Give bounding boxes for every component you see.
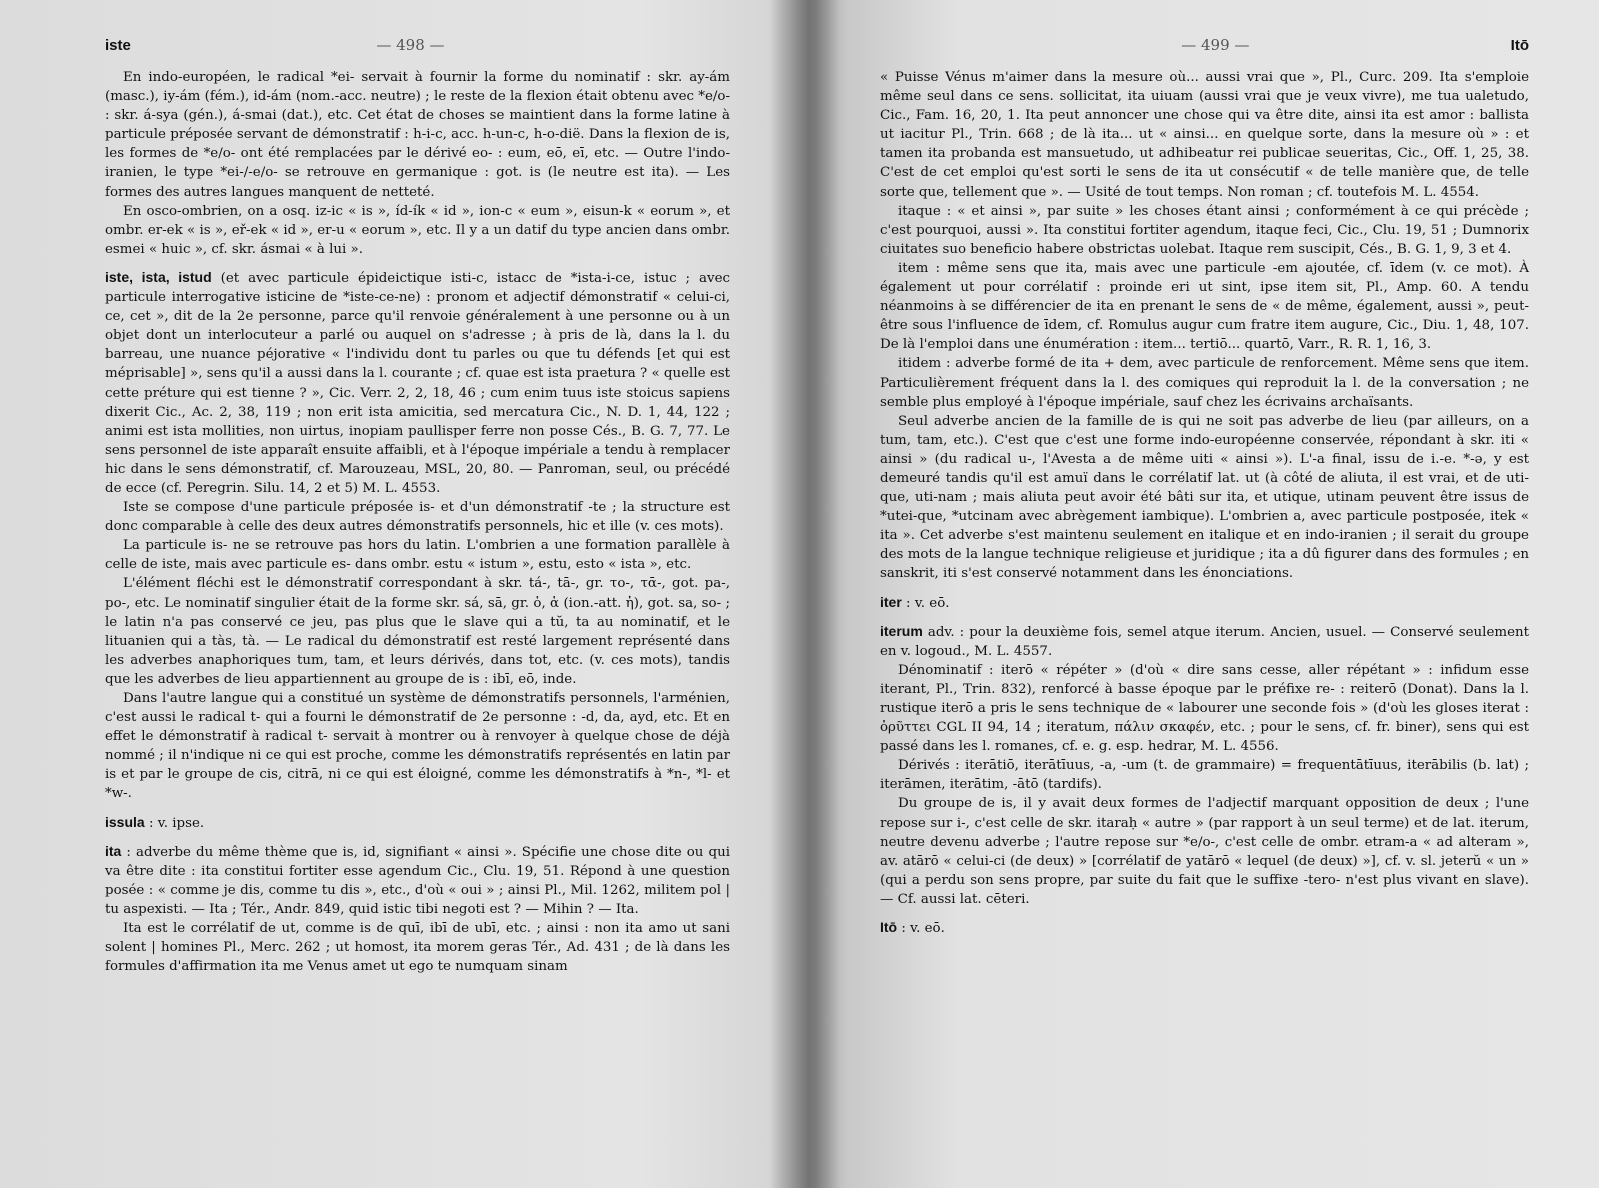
page-number: — 499 — bbox=[1181, 36, 1250, 54]
body-paragraph: Dans l'autre langue qui a constitué un système de démonstratifs personnels, l'arménien, c'est aussi le radical t- qui a fourni le démonstratif de 2e personne : -d, da, ayd, etc. Et en effet le démonstratif à radical t- servait à montrer ou à renvoyer à quelque chose de déjà nommé ; il n'indique ni ce qui est proche, comme les démonstratifs représentés en latin par is et par le groupe de cis, citrā, ni ce qui est éloigné, comme les démonstratifs à *n-, *l- et *w-. bbox=[105, 691, 730, 802]
dictionary-entry bbox=[880, 622, 1529, 661]
entry-text: adv. : pour la deuxième fois, semel atque iterum. Ancien, usuel. — Conservé seulement en v. logoud., M. L. 4557. bbox=[880, 624, 1529, 659]
entry-text: : adverbe du même thème que is, id, signifiant « ainsi ». Spécifie une chose dite ou qui va être dite : ita constitui fortiter esse agendum Cic., Clu. 19, 51. Répond à une question posée : « comme je dis, comme tu dis », etc., d'où « oui » ; ainsi Pl., Mil. 1262, militem pol | tu aspexisti. — Ita ; Tér., Andr. 849, quid istic tibi negoti est ? — Mihin ? — Ita. bbox=[105, 844, 730, 917]
body-paragraph: En indo-européen, le radical *ei- servait à fournir la forme du nominatif : skr. ay-ám (masc.), iy-ám (fém.), id-ám (nom.-acc. neutre) ; le reste de la flexion était obtenu avec *e/o- : skr. á-sya (gén.), á-smai (dat.), etc. Cet état de choses se maintient dans la forme latine à particule préposée servant de démonstratif : h-i-c, acc. h-un-c, h-o-dië. Dans la flexion de is, les formes de *e/o- ont été remplacées par le dérivé eo- : eum, eō, eī, etc. — Outre l'indo-iranien, le type *ei-/-e/o- se retrouve en germanique : got. is (le neutre est ita). — Les formes des autres langues manquent de netteté. bbox=[105, 70, 730, 200]
entry-text: : v. eō. bbox=[897, 921, 945, 937]
dictionary-entry bbox=[880, 918, 1529, 938]
dictionary-entry bbox=[880, 593, 1529, 613]
entry-text: : v. ipse. bbox=[144, 815, 205, 831]
body-paragraph: En osco-ombrien, on a osq. iz-ic « is », íd-ík « id », ion-c « eum », eisun-k « eorum », et ombr. er-ek « is », eř-ek « id », er-u « eorum », etc. Il y a un datif du type ancien dans ombr. esmei « huic », cf. skr. ásmai « à lui ». bbox=[105, 203, 730, 257]
dictionary-entry bbox=[105, 268, 730, 498]
sub-entry-paragraph: itaque : « et ainsi », par suite » les choses étant ainsi ; conformément à ce qui précède ; c'est pourquoi, aussi ». Ita constitui fortiter agendum, itaque feci, Cic., Clu. 19, 51 ; Dumnorix ciuitates suo beneficio habere obstrictas uolebat. Itaque rem suscipit, Cés., B. G. 1, 9, 3 et 4. bbox=[880, 203, 1529, 257]
body-paragraph: L'élément fléchi est le démonstratif correspondant à skr. tá-, tā-, gr. το-, τᾱ-, got. pa-, po-, etc. Le nominatif singulier était de la forme skr. sá, sā, gr. ὁ, ἁ (ion.-att. ἡ), got. sa, so- ; le latin n'a pas conservé ce jeu, pas plus que le slave qui a tŭ, ta au nominatif, et le lituanien qui a tàs, tà. — Le radical du démonstratif est resté largement représenté dans les adverbes anaphoriques tum, tam, et leurs dérivés, dans tot, etc. (v. ces mots), tandis que les adverbes de lieu appartiennent au groupe de is : ibī, eō, inde. bbox=[105, 576, 730, 687]
body-paragraph: « Puisse Vénus m'aimer dans la mesure où... aussi vrai que », Pl., Curc. 209. Ita s'emploie même seul dans ce sens. sollicitat, ita uiuam (aussi vrai que je veux vivre), me tua ualetudo, Cic., Fam. 16, 20, 1. Ita peut annoncer une chose qui va être dite, ainsi ita est amor : ballista ut iacitur Pl., Trin. 668 ; de là ita... ut « ainsi... en quelque sorte, dans la mesure où » : et tamen ita probanda est mansuetudo, ut adhibeatur rei publicae seueritas, Cic., Off. 1, 25, 38. C'est de cet emploi qu'est sorti le sens de ita ut consécutif « de telle manière que, de telle sorte que, tellement que ». — Usité de tout temps. Non roman ; cf. toutefois M. L. 4554. bbox=[880, 70, 1529, 200]
right-page-text bbox=[880, 68, 1529, 938]
page-number: — 498 — bbox=[376, 36, 445, 54]
entry-headword: iter bbox=[880, 593, 902, 610]
entry-headword: ita bbox=[105, 842, 122, 859]
entry-text: : v. eō. bbox=[901, 595, 950, 611]
entry-text: (et avec particule épideictique isti-c, istacc de *ista-i-ce, istuc ; avec particule interrogative isticine de *iste-ce-ne) : pronom et adjectif démonstratif « celui-ci, ce, cet », dit de la 2e personne, parce qu'il renvoie généralement à une personne ou à un objet dont un interlocuteur a parlé ou auquel on s'adresse ; à pris de là, dans la l. du barreau, une nuance péjorative « l'individu dont tu parles ou que tu défends [et qui est méprisable] », sens qu'il a aussi dans la l. courante ; cf. quae est ista praetura ? « quelle est cette préture qui est tienne ? », Cic. Verr. 2, 2, 18, 46 ; cum enim tuus iste stoicus sapiens dixerit Cic., Ac. 2, 38, 119 ; non erit ista amicitia, sed mercatura Cic., N. D. 1, 44, 122 ; animi est ista mollities, non uirtus, inopiam paullisper ferre non posse Cés., B. G. 7, 77. Le sens personnel de iste apparaît ensuite affaibli, et à l'époque impériale a tendu à remplacer hic dans le sens démonstratif, cf. Marouzeau, MSL, 20, 80. — Panroman, seul, ou précédé de ecce (cf. Peregrin. Silu. 14, 2 et 5) M. L. 4553. bbox=[105, 270, 730, 496]
page-header bbox=[105, 36, 730, 54]
sub-entry-paragraph: item : même sens que ita, mais avec une particule -em ajoutée, cf. īdem (v. ce mot). À également ut pour corrélatif : proinde eri ut sint, ipse item sit, Pl., Amp. 60. A tendu néanmoins à se différencier de ita en prenant le sens de « de même, également, aussi », peut-être sous l'influence de īdem, cf. Romulus augur cum fratre item augure, Cic., Diu. 1, 48, 107. De là l'emploi dans une énumération : item... tertiō... quartō, Varr., R. R. 1, 16, 3. bbox=[880, 260, 1529, 353]
sub-entry-paragraph: Du groupe de is, il y avait deux formes de l'adjectif marquant opposition de deux ; l'une repose sur i-, c'est celle de skr. itaraḥ « autre » (par rapport à un seul terme) et de lat. iterum, neutre devenu adverbe ; l'autre repose sur *e/o-, c'est celle de ombr. etram-a « ad alteram », av. atārō « celui-ci (de deux) » [corrélatif de yatārō « lequel (de deux) »], cf. v. sl. jeterŭ « un » (qui a perdu son sens propre, par suite du fait que le suffixe -tero- n'est plus vivant en slave). — Cf. aussi lat. cēteri. bbox=[880, 796, 1529, 907]
left-page-text bbox=[105, 68, 730, 976]
right-page bbox=[800, 0, 1599, 1188]
entry-headword: iterum bbox=[880, 622, 923, 639]
guide-word: Itō bbox=[1510, 37, 1529, 54]
body-paragraph: Iste se compose d'une particule préposée is- et d'un démonstratif -te ; la structure est donc comparable à celle des deux autres démonstratifs personnels, hic et ille (v. ces mots). bbox=[105, 500, 730, 535]
entry-headword: issula bbox=[105, 813, 145, 830]
body-paragraph: Ita est le corrélatif de ut, comme is de quī, ibī de ubī, etc. ; ainsi : non ita amo ut sani solent | homines Pl., Merc. 262 ; ut homost, ita morem geras Tér., Ad. 431 ; de là dans les formules d'affirmation ita me Venus amet ut ego te numquam sinam bbox=[105, 921, 730, 975]
guide-word: iste bbox=[105, 37, 131, 54]
sub-entry-paragraph: Dérivés : iterātiō, iterātīuus, -a, -um (t. de grammaire) = frequentātīuus, iterābilis (b. lat) ; iterāmen, iterātim, -ātō (tardifs). bbox=[880, 758, 1529, 793]
dictionary-entry bbox=[105, 842, 730, 919]
dictionary-entry bbox=[105, 813, 730, 833]
body-paragraph: La particule is- ne se retrouve pas hors du latin. L'ombrien a une formation parallèle à celle de iste, mais avec particule es- dans ombr. estu « istum », estu, esto « ista », etc. bbox=[105, 538, 730, 573]
sub-entry-paragraph: Seul adverbe ancien de la famille de is qui ne soit pas adverbe de lieu (par ailleurs, on a tum, tam, etc.). C'est que c'est une forme indo-européenne conservée, répondant à skr. iti « ainsi » (du radical u-, l'Avesta a de même uiti « ainsi »). L'-a final, issu de i.-e. *-ə, y est demeuré tandis qu'il est amuï dans le corrélatif lat. ut (à côté de aliuta, il est vrai, et de uti-que, uti-nam ; mais aliuta peut avoir été bâti sur ita, et utique, utinam peuvent être issus de *utei-que, *utcinam avec abrègement iambique). L'ombrien a, avec particule postposée, itek « ita ». Cet adverbe s'est maintenu seulement en italique et en indo-iranien ; il serait du groupe des mots de la langue technique religieuse et juridique ; ita a dû figurer dans des formules ; en sanskrit, iti s'est conservé notamment dans les énonciations. bbox=[880, 413, 1529, 582]
sub-entry-paragraph: itidem : adverbe formé de ita + dem, avec particule de renforcement. Même sens que item. Particulièrement fréquent dans la l. des comiques qui reproduit la l. de la conversation ; ne semble plus employé à l'époque impériale, sauf chez les écrivains archaïsants. bbox=[880, 356, 1529, 410]
sub-entry-paragraph: Dénominatif : iterō « répéter » (d'où « dire sans cesse, aller répétant » : infidum esse iterant, Pl., Trin. 832), renforcé à basse époque par le préfixe re- : reiterō (Donat). Dans la l. rustique iterō a pris le sens technique de « labourer une seconde fois » (d'où les gloses iterat : ὀρῦττει CGL II 94, 14 ; iteratum, πάλιν σκαφέν, etc. ; pour le sens, cf. fr. biner), sens qui est passé dans les l. romanes, cf. e. g. esp. hedrar, M. L. 4556. bbox=[880, 662, 1529, 755]
entry-headword: iste, ista, istud bbox=[105, 268, 212, 285]
entry-headword: Itō bbox=[880, 919, 898, 936]
page-header bbox=[880, 36, 1529, 54]
